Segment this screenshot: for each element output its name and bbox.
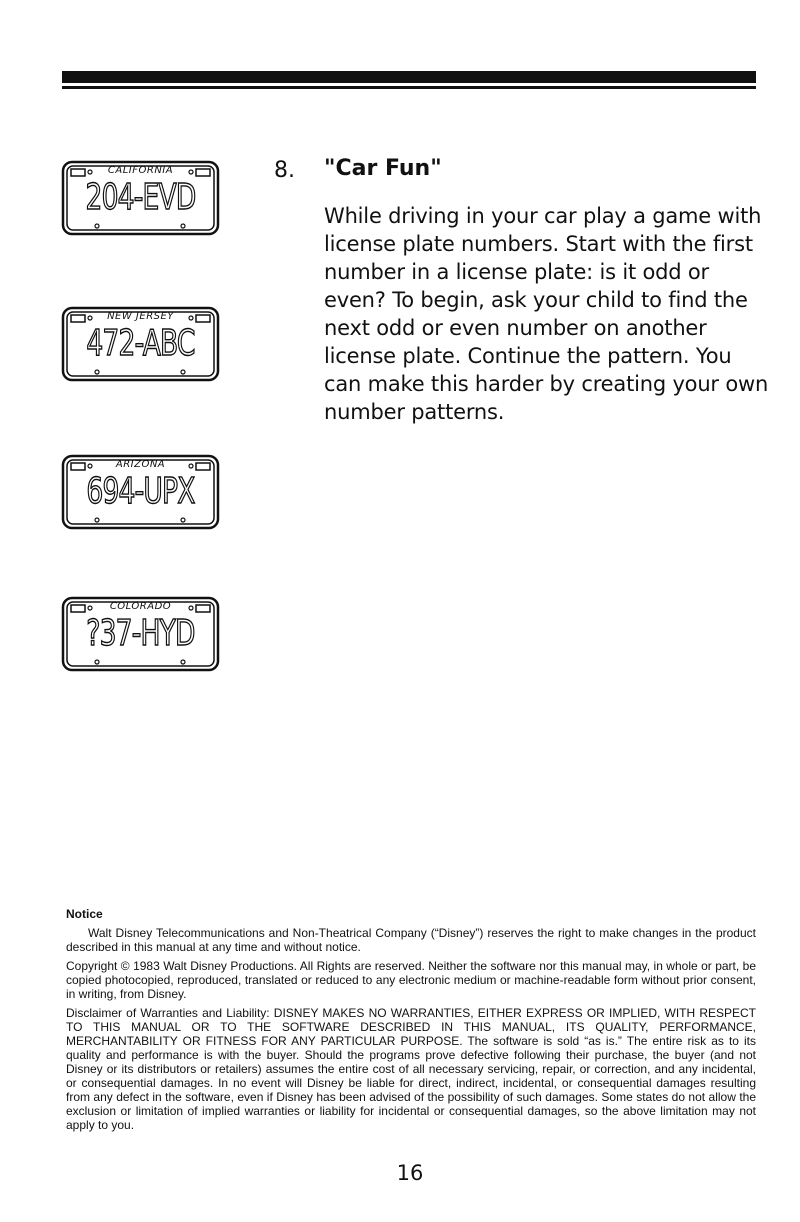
license-plate-new-jersey (61, 306, 220, 382)
plate-state-label: ARIZONA (115, 459, 166, 470)
license-plate-california (61, 160, 220, 236)
plate-number: 472-ABC (86, 323, 195, 364)
legal-notice (66, 907, 756, 1137)
plate-number: 694-UPX (86, 471, 195, 512)
plate-state-label: COLORADO (109, 601, 172, 612)
notice-heading: Notice (66, 907, 103, 921)
activity-title: "Car Fun" (324, 156, 442, 181)
notice-paragraph-disclaimer: Disclaimer of Warranties and Liability: DISNEY MAKES NO WARRANTIES, EITHER EXPRESS OR IMPLIED, WITH RESPECT TO THIS MANUAL OR TO THE SOFTWARE DESCRIBED IN THIS MANUAL, ITS QUALITY, PERFORMANCE, MERCHANTABILITY OR FITNESS FOR ANY PARTICULAR PURPOSE. The software is sold “as is.” The entire risk as to its quality and performance is with the buyer. Should the programs prove defective following their purchase, the buyer (and not Disney or its distributors or retailers) assumes the entire cost of all necessary servicing, repair, or correction, and any incidental, or consequential damages. In no event will Disney be liable for direct, indirect, incidental, or consequential damages resulting from any defect in the software, even if Disney has been advised of the possibility of such damages. Some states do not allow the exclusion or limitation of implied warranties or liability for incidental or consequential damages, so the above limitation may not apply to you. (66, 1006, 756, 1132)
activity-description: While driving in your car play a game with license plate numbers. Start with the first number in a license plate: is it odd or even? To begin, ask your child to find the next odd or even number on another license plate. Continue the pattern. You can make this harder by creating your own number patterns. (324, 204, 769, 424)
plate-number: ?37-HYD (86, 613, 195, 654)
activity-number: 8. (274, 158, 295, 183)
page-number: 16 (396, 1161, 424, 1185)
plate-state-label: CALIFORNIA (107, 165, 174, 176)
notice-paragraph-changes: Walt Disney Telecommunications and Non-Theatrical Company (“Disney”) reserves the right to make changes in the product described in this manual at any time and without notice. (66, 926, 756, 954)
license-plate-arizona (61, 454, 220, 530)
plate-number: 204-EVD (85, 177, 196, 218)
header-rule-thick (62, 71, 756, 83)
plate-state-label: NEW JERSEY (107, 311, 174, 322)
notice-paragraph-copyright: Copyright © 1983 Walt Disney Productions. All Rights are reserved. Neither the software nor this manual may, in whole or part, be copied photocopied, reproduced, translated or reduced to any electronic medium or machine-readable form without prior consent, in writing, from Disney. (66, 959, 756, 1001)
header-rule-thin (62, 86, 756, 89)
license-plate-colorado (61, 596, 220, 672)
